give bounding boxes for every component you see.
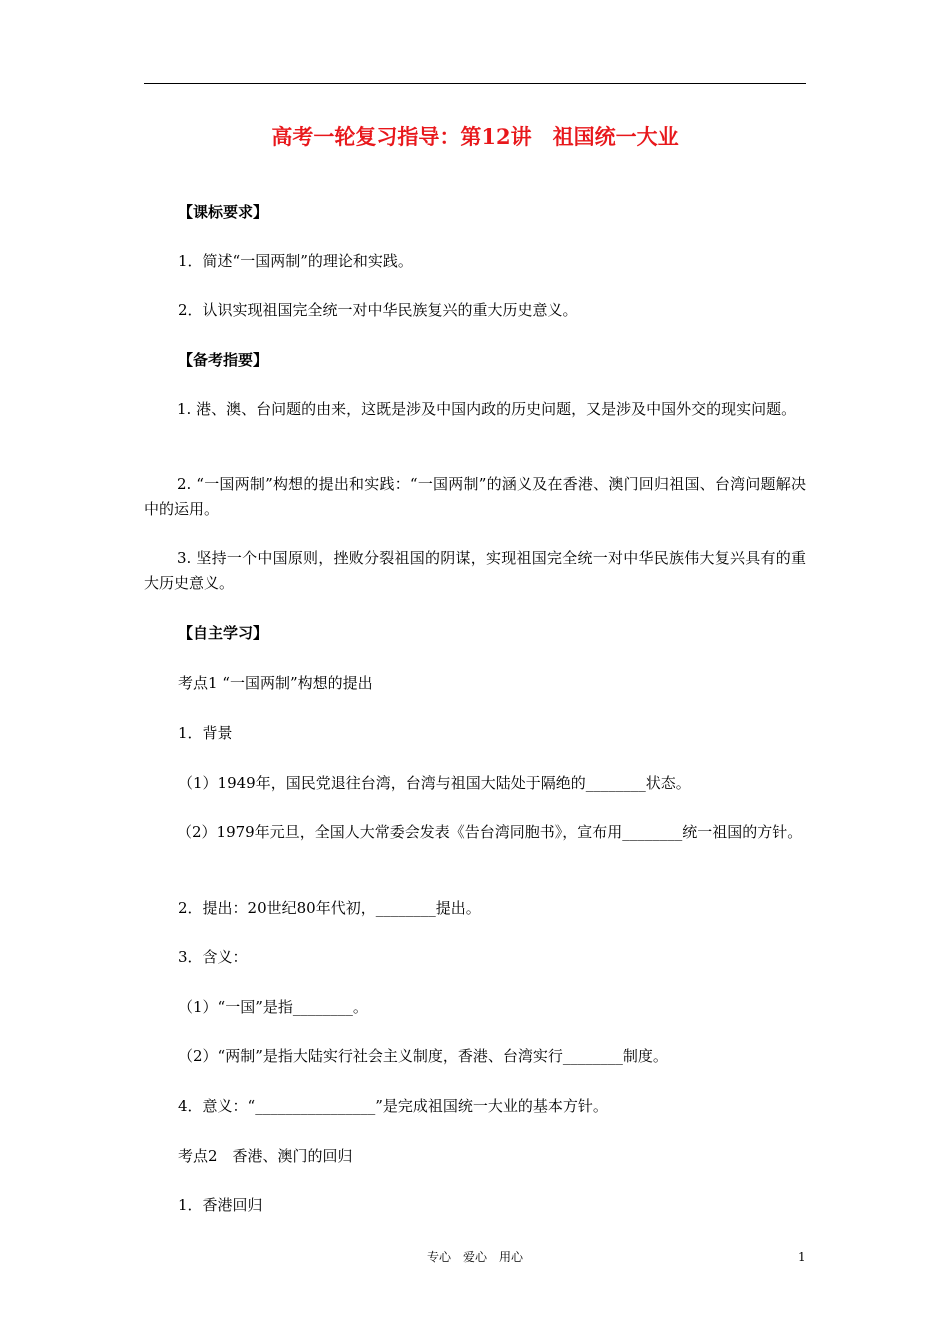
requirement-item-1: 1．简述“一国两制”的理论和实践。	[178, 252, 413, 270]
point-2-title: 考点2 香港、澳门的回归	[178, 1147, 353, 1165]
prep-item-1: 1. 港、澳、台问题的由来，这既是涉及中国内政的历史问题，又是涉及中国外交的现实问题。	[177, 400, 797, 418]
meaning-item-2: （2）“两制”是指大陆实行社会主义制度，香港、台湾实行________制度。	[178, 1047, 668, 1065]
significance-line: 4．意义：“________________”是完成祖国统一大业的基本方针。	[178, 1097, 608, 1115]
point-1-title: 考点1 “一国两制”构想的提出	[178, 674, 373, 692]
prep-item-2: 2. “一国两制”构想的提出和实践：“一国两制”的涵义及在香港、澳门回归祖国、台湾问题解决中的运用。	[144, 475, 806, 518]
page-number: 1	[798, 1250, 806, 1264]
background-item-2: （2）1979年元旦，全国人大常委会发表《告台湾同胞书》，宣布用________统一祖国的方针。	[177, 823, 803, 841]
prep-item-3: 3. 坚持一个中国原则，挫败分裂祖国的阴谋，实现祖国完全统一对中华民族伟大复兴具有的重大历史意义。	[144, 549, 806, 592]
meaning-label: 3．含义：	[178, 948, 248, 966]
requirement-item-2: 2．认识实现祖国完全统一对中华民族复兴的重大历史意义。	[178, 301, 578, 319]
background-item-1: （1）1949年，国民党退往台湾，台湾与祖国大陆处于隔绝的________状态。	[178, 774, 691, 792]
hk-return-label: 1．香港回归	[178, 1196, 263, 1214]
footer-text: 专心 爱心 用心	[426, 1250, 523, 1264]
requirements-heading: 【课标要求】	[178, 203, 269, 221]
prep-heading: 【备考指要】	[178, 351, 269, 369]
proposal-line: 2．提出：20世纪80年代初，________提出。	[178, 899, 481, 917]
page-title: 高考一轮复习指导：第12讲 祖国统一大业	[271, 124, 679, 149]
study-heading: 【自主学习】	[178, 624, 269, 642]
meaning-item-1: （1）“一国”是指________。	[178, 998, 368, 1016]
background-label: 1．背景	[178, 724, 233, 742]
header-rule	[144, 83, 806, 84]
